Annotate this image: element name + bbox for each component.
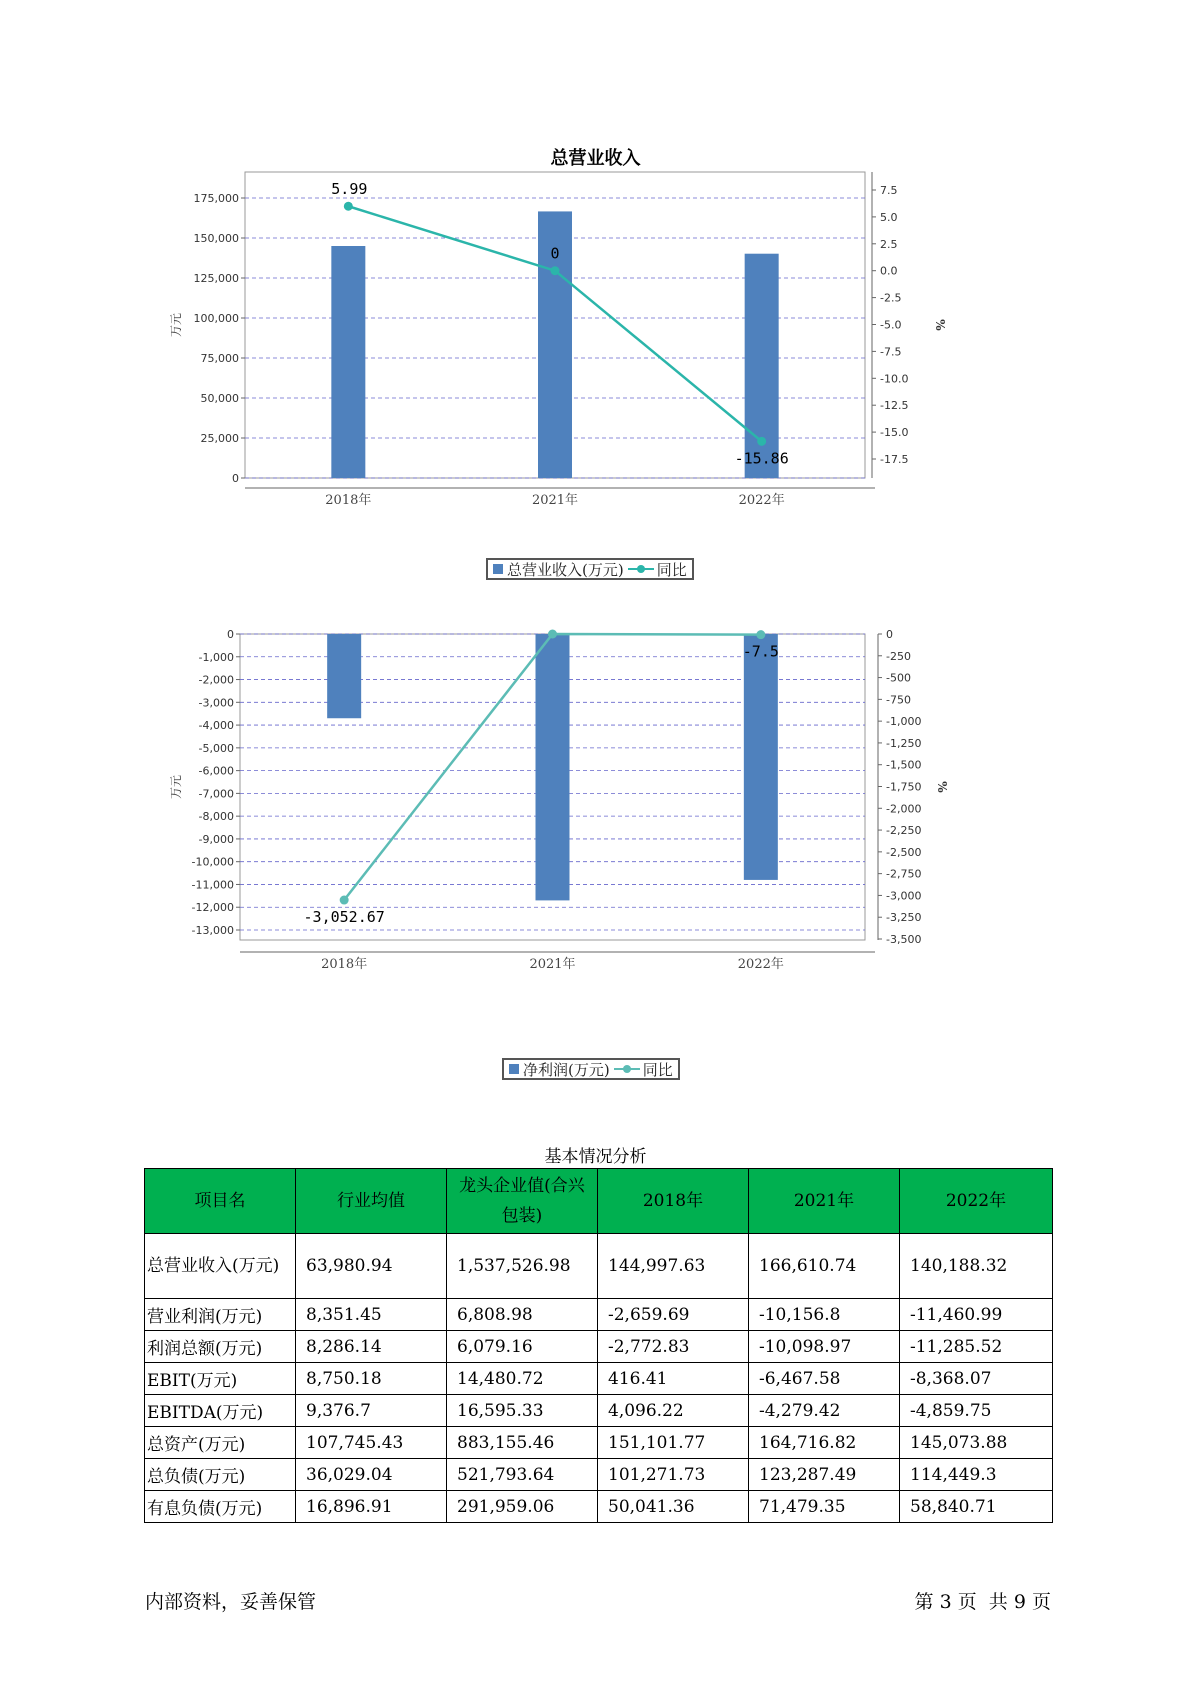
left-tick-label: -2,000: [198, 673, 234, 687]
table-cell: -6,467.58: [749, 1363, 900, 1395]
table-cell: 140,188.32: [900, 1234, 1053, 1299]
header-2018: 2018年: [598, 1169, 749, 1234]
right-tick-label: -1,500: [886, 758, 922, 772]
yoy-point-2: [757, 437, 766, 446]
chart-title-revenue: 总营业收入: [550, 148, 641, 169]
table-cell: 6,079.16: [447, 1331, 598, 1363]
legend-line-label: 同比: [656, 560, 687, 579]
row-label: 有息负债(万元): [145, 1491, 296, 1523]
left-tick-label: -5,000: [198, 741, 234, 755]
left-tick-label: 175,000: [193, 192, 239, 205]
legend-line-swatch: [628, 563, 654, 575]
table-cell: 883,155.46: [447, 1427, 598, 1459]
right-tick-label: -17.5: [880, 453, 909, 466]
left-axis-title: 万元: [169, 774, 183, 800]
net-profit-legend: [502, 1058, 680, 1080]
row-label: 总负债(万元): [145, 1459, 296, 1491]
yoy-data-label-0: -3,052.67: [303, 908, 385, 927]
table-cell: 164,716.82: [749, 1427, 900, 1459]
right-tick-label: 5.0: [880, 210, 898, 224]
right-tick-label: 2.5: [880, 237, 898, 251]
table-cell: -11,460.99: [900, 1299, 1053, 1331]
right-tick-label: -2,250: [886, 824, 922, 838]
x-tick-label: 2022年: [737, 957, 784, 972]
yoy-point-1: [551, 266, 560, 275]
right-tick-label: -2,750: [886, 867, 922, 881]
bar-0: [327, 634, 361, 718]
revenue-chart: [0, 170, 1191, 570]
header-industry-avg: 行业均值: [296, 1169, 447, 1234]
x-tick-label: 2018年: [321, 957, 368, 972]
table-cell: 16,896.91: [296, 1491, 447, 1523]
header-2022: 2022年: [900, 1169, 1053, 1234]
page-number: [915, 1587, 1052, 1614]
table-row: [145, 1331, 1053, 1363]
left-tick-label: -12,000: [191, 901, 234, 915]
table-row: [145, 1234, 1053, 1299]
right-tick-label: -3,500: [886, 933, 922, 946]
x-tick-label: 2018年: [325, 493, 372, 508]
right-tick-label: -7.5: [880, 345, 902, 359]
right-tick-label: -5.0: [880, 318, 902, 332]
table-cell: 16,595.33: [447, 1395, 598, 1427]
table-cell: 9,376.7: [296, 1395, 447, 1427]
table-row: [145, 1395, 1053, 1427]
table-row: [145, 1363, 1053, 1395]
page-prefix: 第: [914, 1591, 934, 1613]
table-row: [145, 1427, 1053, 1459]
table-cell: 145,073.88: [900, 1427, 1053, 1459]
right-tick-label: -2,000: [886, 802, 922, 816]
table-cell: 58,840.71: [900, 1491, 1053, 1523]
legend-bar-swatch: [493, 564, 503, 574]
right-axis-title: %: [935, 781, 949, 793]
row-label: EBIT(万元): [145, 1363, 296, 1395]
table-cell: -2,659.69: [598, 1299, 749, 1331]
yoy-point-1: [548, 630, 557, 639]
table-cell: -10,156.8: [749, 1299, 900, 1331]
row-label: 营业利润(万元): [145, 1299, 296, 1331]
x-tick-label: 2022年: [738, 493, 785, 508]
page-suffix: 页: [1031, 1591, 1051, 1613]
right-tick-label: -12.5: [880, 399, 909, 413]
table-cell: 6,808.98: [447, 1299, 598, 1331]
bar-1: [536, 634, 570, 900]
footer-confidential-note: 内部资料，妥善保管: [145, 1591, 317, 1613]
left-tick-label: -10,000: [191, 855, 234, 869]
table-cell: 36,029.04: [296, 1459, 447, 1491]
table-cell: 50,041.36: [598, 1491, 749, 1523]
legend-bar-swatch: [509, 1064, 519, 1074]
right-tick-label: -500: [886, 671, 911, 685]
yoy-data-label-2: -15.86: [734, 449, 789, 468]
right-tick-label: -1,750: [886, 780, 922, 794]
legend-line-swatch: [614, 1063, 640, 1075]
x-tick-label: 2021年: [531, 493, 579, 508]
left-tick-label: -13,000: [191, 924, 234, 937]
revenue-legend: [486, 558, 694, 580]
left-tick-label: -8,000: [198, 810, 234, 824]
header-leader-value: 龙头企业值(合兴包装): [447, 1169, 598, 1234]
left-tick-label: -7,000: [198, 787, 234, 801]
right-tick-label: 0: [886, 628, 893, 641]
row-label: 总资产(万元): [145, 1427, 296, 1459]
right-tick-label: -3,250: [886, 911, 922, 925]
left-tick-label: 150,000: [193, 232, 239, 245]
right-tick-label: 0.0: [880, 264, 898, 278]
table-row: [145, 1491, 1053, 1523]
table-cell: 71,479.35: [749, 1491, 900, 1523]
legend-line-label: 同比: [642, 1060, 673, 1079]
table-cell: 8,750.18: [296, 1363, 447, 1395]
row-label: 利润总额(万元): [145, 1331, 296, 1363]
page-total: 9: [1013, 1591, 1026, 1613]
left-tick-label: 0: [227, 628, 234, 641]
table-cell: 8,286.14: [296, 1331, 447, 1363]
table-cell: 416.41: [598, 1363, 749, 1395]
header-2021: 2021年: [749, 1169, 900, 1234]
legend-bar-label: 净利润(万元): [523, 1060, 610, 1079]
table-cell: 291,959.06: [447, 1491, 598, 1523]
left-tick-label: -6,000: [198, 764, 234, 778]
left-tick-label: -4,000: [198, 719, 234, 733]
right-tick-label: -250: [886, 649, 911, 663]
left-tick-label: 25,000: [200, 432, 239, 445]
table-cell: 123,287.49: [749, 1459, 900, 1491]
table-cell: 4,096.22: [598, 1395, 749, 1427]
left-tick-label: 100,000: [193, 312, 239, 325]
table-cell: -4,279.42: [749, 1395, 900, 1427]
table-cell: 521,793.64: [447, 1459, 598, 1491]
table-cell: -11,285.52: [900, 1331, 1053, 1363]
table-title: 基本情况分析: [544, 1147, 647, 1167]
right-tick-label: -1,250: [886, 736, 922, 750]
left-tick-label: 50,000: [200, 392, 239, 405]
table-cell: 8,351.45: [296, 1299, 447, 1331]
right-tick-label: -750: [886, 693, 911, 707]
table-cell: 144,997.63: [598, 1234, 749, 1299]
net-profit-chart: [0, 628, 1191, 1070]
row-label: EBITDA(万元): [145, 1395, 296, 1427]
left-tick-label: -11,000: [191, 878, 234, 892]
table-row: [145, 1459, 1053, 1491]
right-tick-label: 7.5: [880, 184, 898, 197]
left-tick-label: 0: [232, 472, 239, 485]
table-cell: 1,537,526.98: [447, 1234, 598, 1299]
table-cell: 166,610.74: [749, 1234, 900, 1299]
page-current: 3: [939, 1591, 952, 1613]
table-row: [145, 1299, 1053, 1331]
right-tick-label: -2.5: [880, 291, 902, 305]
right-tick-label: -1,000: [886, 715, 922, 729]
right-tick-label: -2,500: [886, 845, 922, 859]
table-cell: 14,480.72: [447, 1363, 598, 1395]
table-cell: 63,980.94: [296, 1234, 447, 1299]
right-tick-label: -10.0: [880, 372, 909, 386]
page-mid: 页 共: [957, 1591, 1008, 1613]
bar-2: [744, 634, 778, 880]
x-tick-label: 2021年: [529, 957, 576, 972]
left-tick-label: -1,000: [198, 650, 234, 664]
left-axis-title: 万元: [169, 312, 183, 338]
header-item-name: 项目名: [145, 1169, 296, 1234]
legend-bar-label: 总营业收入(万元): [507, 560, 624, 579]
yoy-data-label-0: 5.99: [331, 180, 368, 199]
table-cell: -2,772.83: [598, 1331, 749, 1363]
yoy-data-label-2: -7.5: [742, 642, 779, 661]
right-tick-label: -15.0: [880, 426, 909, 440]
left-tick-label: -3,000: [198, 696, 234, 710]
left-tick-label: 75,000: [200, 352, 239, 365]
left-tick-label: 125,000: [193, 272, 239, 285]
table-header-row: [145, 1169, 1053, 1234]
table-cell: -10,098.97: [749, 1331, 900, 1363]
bar-0: [331, 246, 365, 478]
table-cell: 114,449.3: [900, 1459, 1053, 1491]
yoy-data-label-1: 0: [550, 244, 560, 263]
right-tick-label: -3,000: [886, 889, 922, 903]
table-cell: 107,745.43: [296, 1427, 447, 1459]
yoy-point-2: [756, 630, 765, 639]
right-axis-title: %: [933, 319, 947, 331]
row-label: 总营业收入(万元): [145, 1234, 296, 1299]
left-tick-label: -9,000: [198, 832, 234, 846]
table-cell: 101,271.73: [598, 1459, 749, 1491]
table-cell: 151,101.77: [598, 1427, 749, 1459]
yoy-point-0: [340, 896, 349, 905]
table-cell: -8,368.07: [900, 1363, 1053, 1395]
yoy-point-0: [344, 202, 353, 211]
basic-analysis-table: [144, 1168, 1053, 1523]
table-cell: -4,859.75: [900, 1395, 1053, 1427]
